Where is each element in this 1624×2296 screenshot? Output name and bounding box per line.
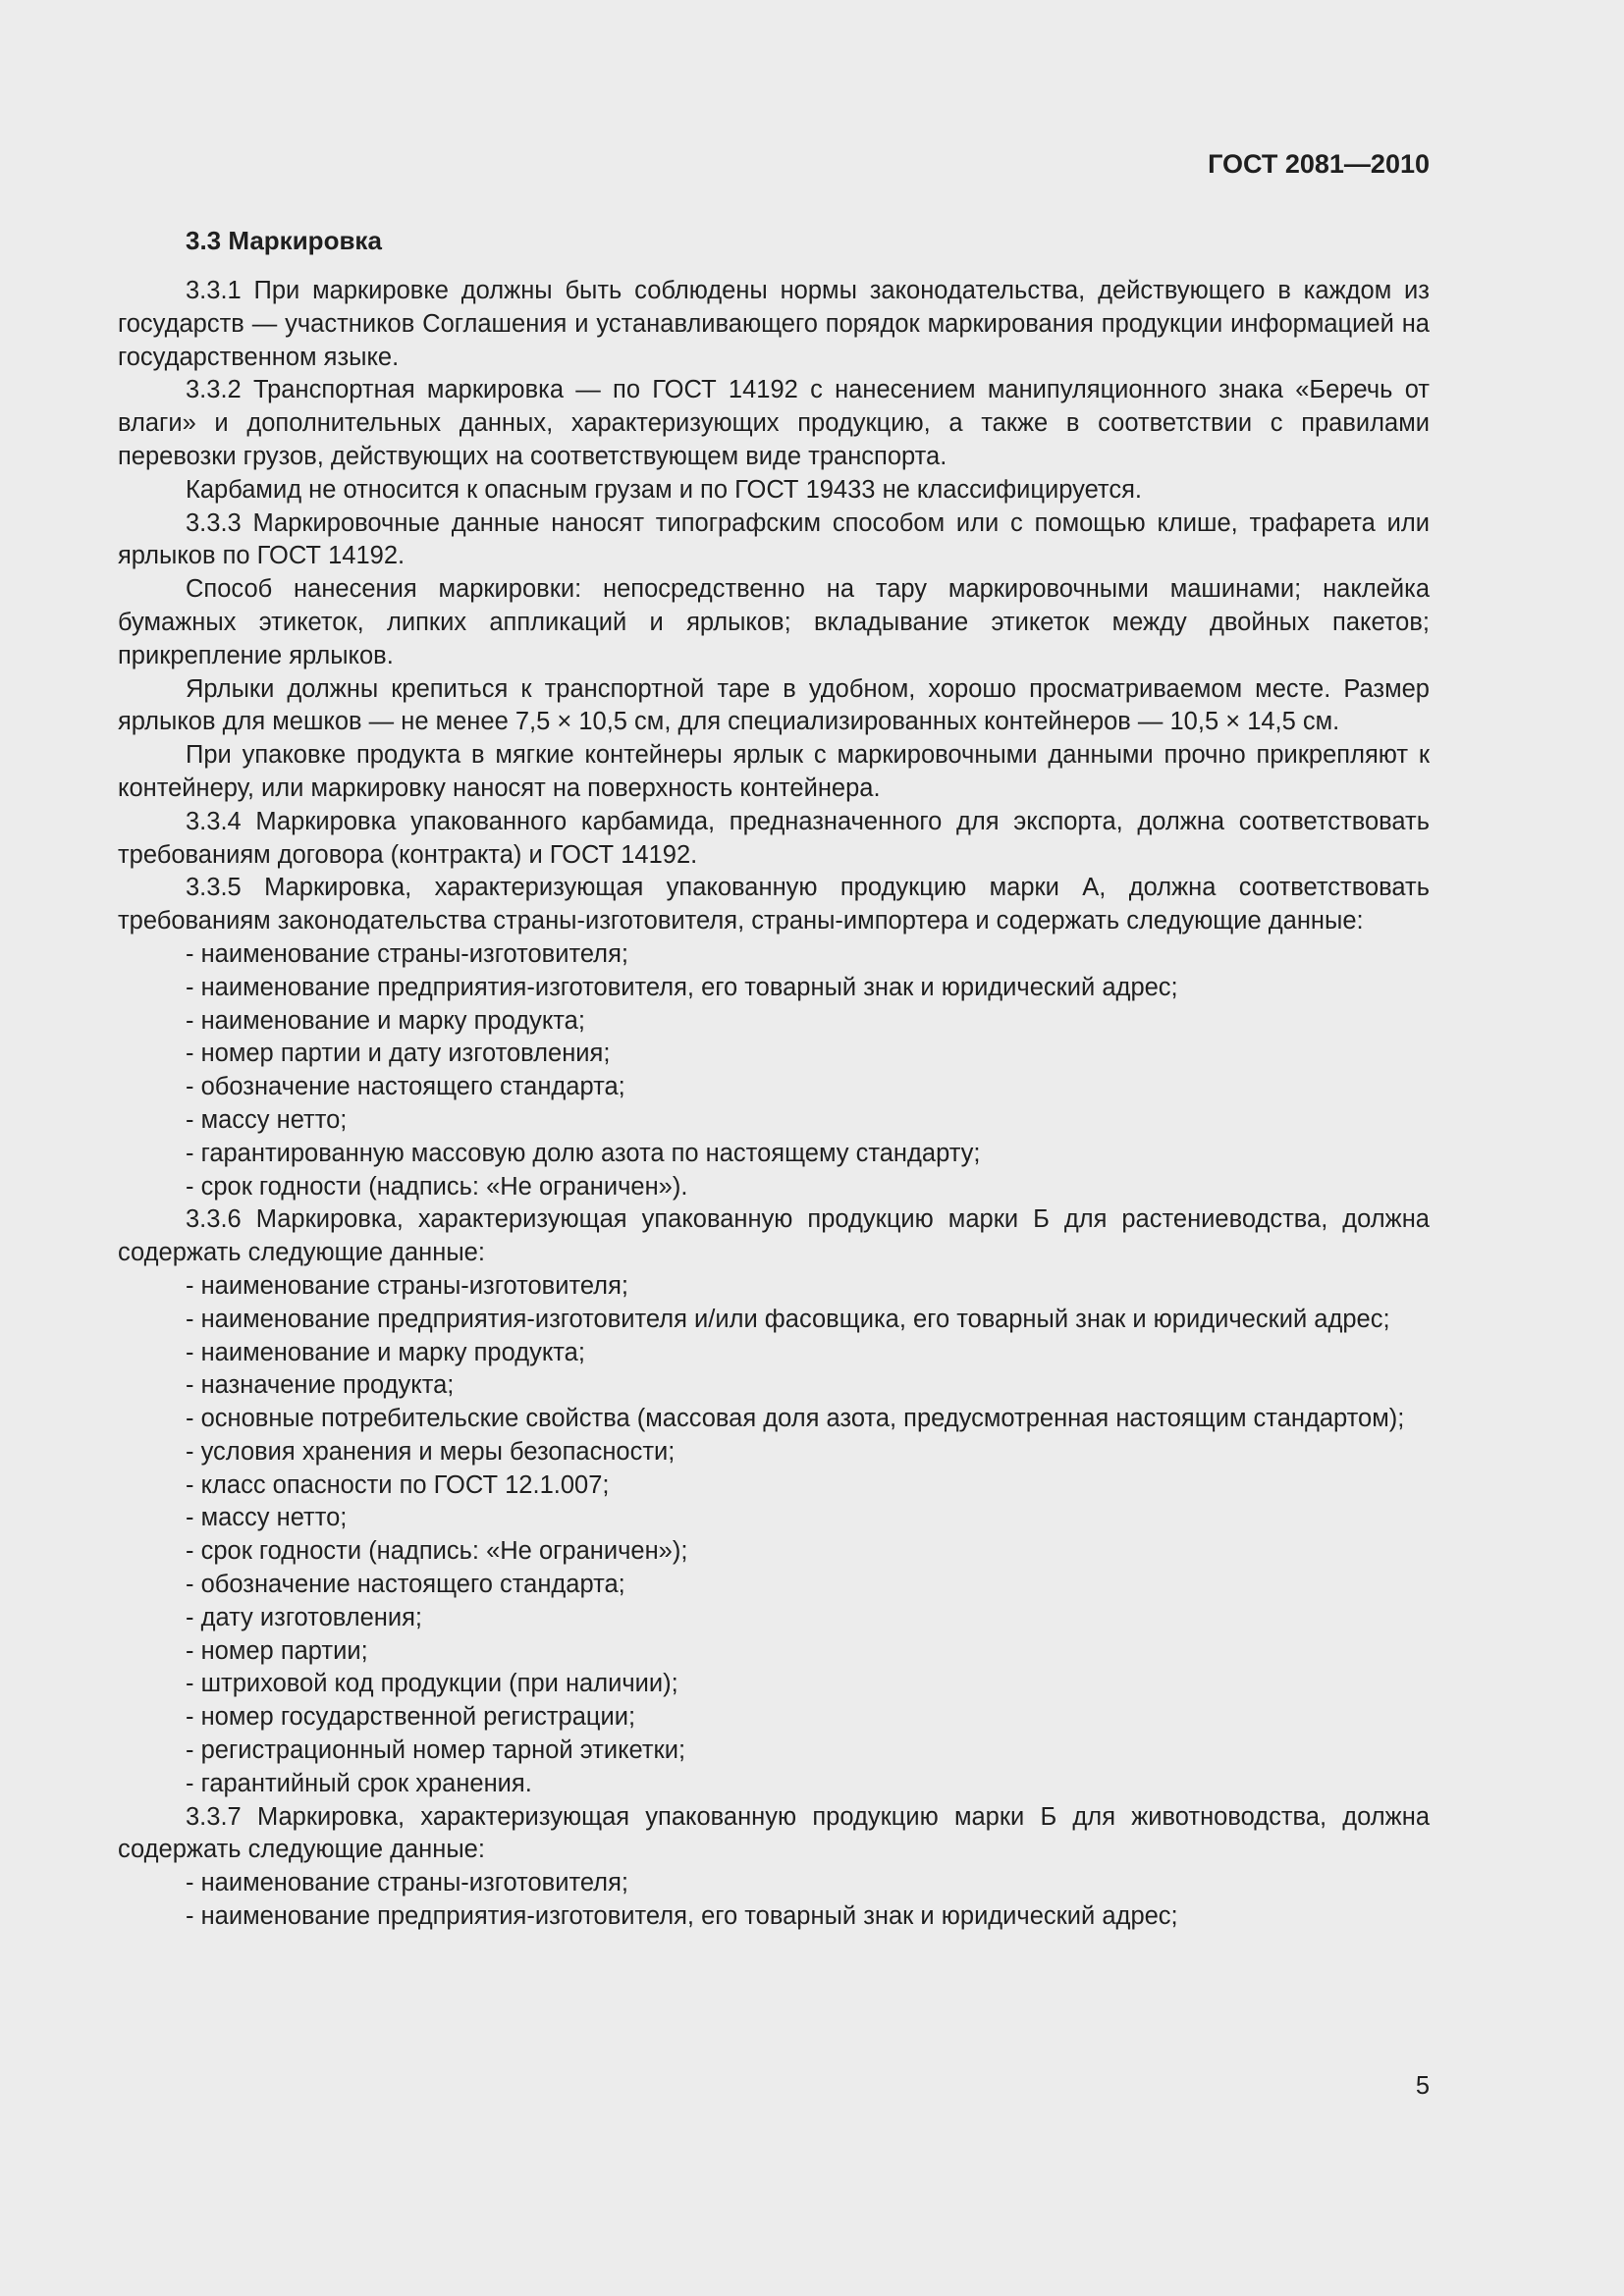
paragraph: 3.3.5 Маркировка, характеризующая упакованную продукцию марки А, должна соответствовать требованиям законодательства страны-изготовителя, страны-импортера и содержать следующие данные: — [118, 874, 1430, 935]
section-heading: 3.3 Маркировка — [186, 226, 382, 255]
paragraph: - массу нетто; — [186, 1504, 348, 1532]
paragraph: - наименование страны-изготовителя; — [186, 939, 628, 968]
paragraph: - дату изготовления; — [186, 1603, 422, 1631]
paragraph: - наименование предприятия-изготовителя, его товарный знак и юридический адрес; — [186, 1902, 1178, 1931]
paragraph: - наименование и марку продукта; — [186, 1338, 585, 1366]
paragraph: - срок годности (надпись: «Не ограничен»); — [186, 1537, 688, 1566]
document-body — [118, 224, 1430, 1934]
paragraph: 3.3.2 Транспортная маркировка — по ГОСТ 14192 с нанесением манипуляционного знака «Беречь от влаги» и дополнительных данных, характеризующих продукцию, а также в соответствии с правилами перевозки грузов, действующих на соответствующем виде транспорта. — [118, 376, 1430, 470]
paragraph: - класс опасности по ГОСТ 12.1.007; — [186, 1470, 610, 1499]
paragraph: - наименование и марку продукта; — [186, 1006, 585, 1035]
paragraph: - наименование страны-изготовителя; — [186, 1271, 628, 1300]
paragraph: - номер партии и дату изготовления; — [186, 1040, 611, 1068]
paragraph: - номер государственной регистрации; — [186, 1703, 636, 1732]
paragraph: - условия хранения и меры безопасности; — [186, 1437, 676, 1466]
paragraph: - обозначение настоящего стандарта; — [186, 1073, 625, 1101]
paragraph: - срок годности (надпись: «Не ограничен»). — [186, 1172, 688, 1201]
paragraph: - регистрационный номер тарной этикетки; — [186, 1736, 686, 1765]
paragraph: Карбамид не относится к опасным грузам и по ГОСТ 19433 не классифицируется. — [186, 475, 1142, 504]
paragraph: 3.3.1 При маркировке должны быть соблюдены нормы законодательства, действующего в каждом из государств — участников Соглашения и устанавливающего порядок маркирования продукции информацией на государственном языке. — [118, 277, 1430, 371]
paragraph: - назначение продукта; — [186, 1371, 455, 1400]
paragraph: При упаковке продукта в мягкие контейнеры ярлык с маркировочными данными прочно прикрепляют к контейнеру, или маркировку наносят на поверхность контейнера. — [118, 741, 1430, 802]
document-code-header: ГОСТ 2081—2010 — [1208, 149, 1430, 179]
paragraph: - основные потребительские свойства (массовая доля азота, предусмотренная настоящим стандартом); — [186, 1405, 1405, 1433]
paragraph: - гарантийный срок хранения. — [186, 1769, 532, 1797]
paragraph: - гарантированную массовую долю азота по настоящему стандарту; — [186, 1139, 981, 1167]
paragraph: 3.3.6 Маркировка, характеризующая упакованную продукцию марки Б для растениеводства, должна содержать следующие данные: — [118, 1205, 1430, 1267]
paragraph: 3.3.3 Маркировочные данные наносят типографским способом или с помощью клише, трафарета или ярлыков по ГОСТ 14192. — [118, 508, 1430, 570]
paragraph: - номер партии; — [186, 1636, 368, 1665]
paragraph: 3.3.7 Маркировка, характеризующая упакованную продукцию марки Б для животноводства, должна содержать следующие данные: — [118, 1802, 1430, 1864]
paragraph: Ярлыки должны крепиться к транспортной таре в удобном, хорошо просматриваемом месте. Размер ярлыков для мешков — не менее 7,5 × 10,5 см, для специализированных контейнеров — 10,5 × 14,5 см. — [118, 674, 1430, 736]
paragraph: 3.3.4 Маркировка упакованного карбамида, предназначенного для экспорта, должна соответствовать требованиям договора (контракта) и ГОСТ 14192. — [118, 807, 1430, 869]
paragraph: Способ нанесения маркировки: непосредственно на тару маркировочными машинами; наклейка бумажных этикеток, липких аппликаций и ярлыков; вкладывание этикеток между двойных пакетов; прикрепление ярлыков. — [118, 575, 1430, 669]
paragraph: - наименование страны-изготовителя; — [186, 1869, 628, 1897]
paragraph: - наименование предприятия-изготовителя, его товарный знак и юридический адрес; — [186, 973, 1178, 1001]
page-number: 5 — [1415, 2072, 1430, 2100]
paragraph: - массу нетто; — [186, 1105, 348, 1134]
paragraph: - штриховой код продукции (при наличии); — [186, 1670, 678, 1698]
paragraph-list — [118, 275, 1430, 1934]
paragraph: - наименование предприятия-изготовителя и/или фасовщика, его товарный знак и юридический адрес; — [186, 1305, 1390, 1333]
paragraph: - обозначение настоящего стандарта; — [186, 1571, 625, 1599]
